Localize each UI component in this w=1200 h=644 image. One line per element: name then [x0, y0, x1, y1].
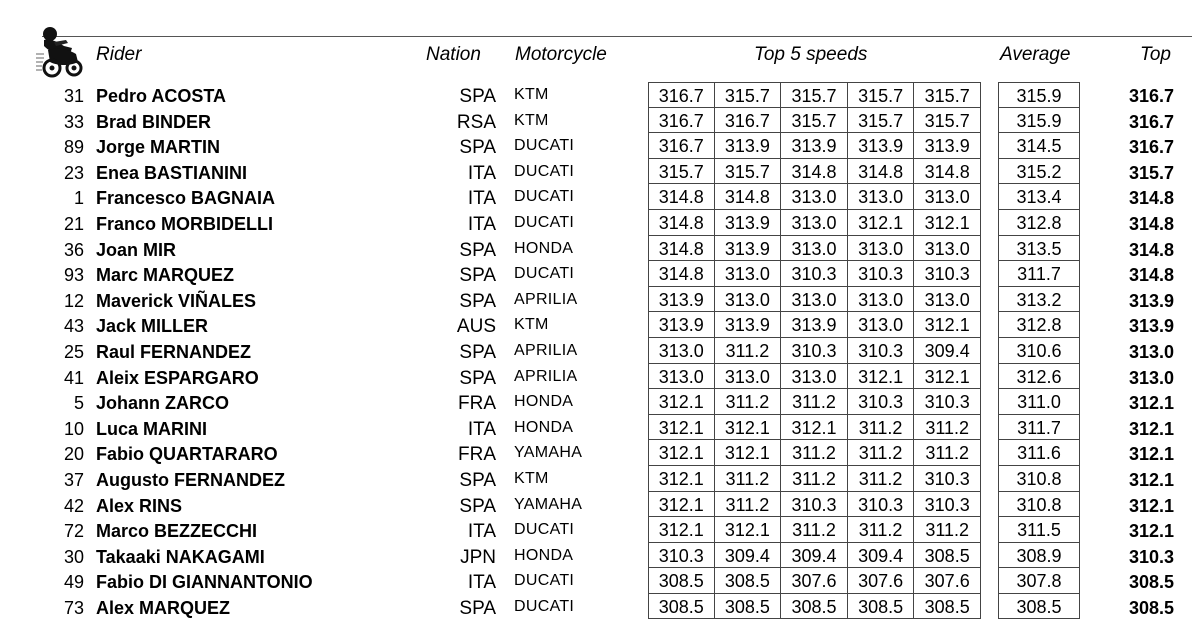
speed-cell: 314.8 [648, 261, 715, 287]
speed-cell: 311.2 [848, 466, 915, 492]
speed-cell: 311.2 [914, 440, 981, 466]
average-speed: 310.8 [998, 466, 1080, 492]
top-speed: 315.7 [1128, 162, 1174, 183]
top-speed: 312.1 [1128, 418, 1174, 439]
speed-cell: 314.8 [715, 184, 782, 210]
rider-number: 41 [63, 367, 84, 388]
top-speed: 312.1 [1128, 393, 1174, 414]
speed-cell: 311.2 [715, 389, 782, 415]
speed-cell: 314.8 [648, 210, 715, 236]
average-speed: 311.7 [998, 261, 1080, 287]
top-speed: 312.1 [1128, 444, 1174, 465]
average-speed: 311.5 [998, 517, 1080, 543]
average-speed: 311.0 [998, 389, 1080, 415]
rider-name: Francesco BAGNAIA [96, 188, 276, 209]
average-speed: 311.7 [998, 415, 1080, 441]
table-row [0, 364, 1200, 390]
table-row [0, 594, 1200, 620]
speed-cell: 314.8 [648, 184, 715, 210]
rider-name: Brad BINDER [96, 111, 212, 132]
speed-cell: 313.9 [648, 312, 715, 338]
speed-cell: 310.3 [914, 261, 981, 287]
speed-cell: 313.9 [781, 312, 848, 338]
table-row [0, 492, 1200, 518]
average-speed: 312.6 [998, 364, 1080, 390]
table-row [0, 287, 1200, 313]
rider-nation: SPA [459, 137, 496, 159]
speed-cell: 311.2 [848, 440, 915, 466]
speed-cell: 312.1 [848, 364, 915, 390]
speed-cell: 311.2 [914, 517, 981, 543]
average-speed: 315.9 [998, 108, 1080, 134]
average-speed: 312.8 [998, 312, 1080, 338]
average-speed: 311.6 [998, 440, 1080, 466]
rider-nation: SPA [459, 239, 496, 261]
rider-nation: RSA [456, 111, 496, 133]
rider-number: 12 [63, 290, 84, 311]
top-speed: 312.1 [1128, 495, 1174, 516]
speed-cell: 312.1 [781, 415, 848, 441]
speed-cell: 316.7 [648, 133, 715, 159]
rider-motorcycle: YAMAHA [514, 444, 583, 462]
rider-number: 20 [63, 444, 84, 465]
column-header-top5-speeds: Top 5 speeds [754, 44, 868, 65]
speed-cell: 307.6 [781, 568, 848, 594]
speed-cell: 315.7 [848, 108, 915, 134]
rider-name: Joan MIR [96, 239, 177, 260]
speed-cell: 315.7 [914, 82, 981, 108]
top-speed: 314.8 [1128, 213, 1174, 234]
top-speed: 314.8 [1128, 265, 1174, 286]
speed-cell: 313.0 [914, 236, 981, 262]
rider-name: Marc MARQUEZ [96, 265, 235, 286]
speed-cell: 313.0 [781, 184, 848, 210]
top-speed: 312.1 [1128, 521, 1174, 542]
speed-cell: 315.7 [715, 159, 782, 185]
rider-name: Jack MILLER [96, 316, 209, 337]
speed-cell: 310.3 [848, 492, 915, 518]
speed-cell: 312.1 [648, 440, 715, 466]
speed-cell: 310.3 [648, 543, 715, 569]
speed-cell: 313.0 [914, 184, 981, 210]
rider-nation: ITA [467, 418, 496, 440]
speed-cell: 310.3 [848, 338, 915, 364]
speed-cell: 313.9 [715, 133, 782, 159]
speed-cell: 312.1 [648, 466, 715, 492]
speed-cell: 312.1 [848, 210, 915, 236]
speed-cell: 313.9 [715, 210, 782, 236]
speed-cell: 313.0 [848, 312, 915, 338]
rider-number: 36 [63, 239, 84, 260]
speed-cell: 313.0 [848, 184, 915, 210]
rider-number: 21 [63, 213, 84, 234]
speed-cell: 312.1 [715, 440, 782, 466]
speed-cell: 311.2 [781, 517, 848, 543]
rider-name: Fabio DI GIANNANTONIO [96, 572, 313, 593]
average-speed: 310.8 [998, 492, 1080, 518]
speed-cell: 311.2 [715, 466, 782, 492]
speed-cell: 312.1 [914, 210, 981, 236]
average-speed: 310.6 [998, 338, 1080, 364]
table-row [0, 184, 1200, 210]
rider-number: 1 [73, 188, 84, 209]
speed-cell: 315.7 [648, 159, 715, 185]
speed-cell: 309.4 [715, 543, 782, 569]
rider-motorcycle: APRILIA [514, 341, 578, 359]
rider-number: 23 [63, 162, 84, 183]
table-row [0, 389, 1200, 415]
rider-number: 89 [63, 137, 84, 158]
table-row [0, 338, 1200, 364]
speed-cell: 314.8 [781, 159, 848, 185]
rider-motorcycle: HONDA [514, 393, 574, 411]
speed-cell: 308.5 [648, 568, 715, 594]
rider-name: Alex RINS [96, 495, 183, 516]
rider-name: Raul FERNANDEZ [96, 341, 252, 362]
top-speed: 313.0 [1128, 341, 1174, 362]
rider-nation: SPA [459, 265, 496, 287]
header-rule [42, 36, 1192, 37]
motorcycle-rider-icon [36, 24, 86, 78]
column-header-nation: Nation [426, 44, 481, 65]
average-speed: 313.5 [998, 236, 1080, 262]
rider-number: 5 [73, 393, 84, 414]
rider-motorcycle: HONDA [514, 239, 574, 257]
table-row [0, 82, 1200, 108]
rider-motorcycle: DUCATI [514, 137, 575, 155]
rider-motorcycle: KTM [514, 86, 549, 103]
rider-name: Marco BEZZECCHI [96, 521, 258, 542]
column-header-top: Top [1140, 44, 1171, 65]
speed-table [0, 82, 1200, 619]
table-row [0, 133, 1200, 159]
speed-cell: 309.4 [781, 543, 848, 569]
rider-name: Alex MARQUEZ [96, 597, 231, 618]
speed-cell: 313.0 [715, 364, 782, 390]
speed-cell: 313.9 [648, 287, 715, 313]
table-row [0, 159, 1200, 185]
rider-number: 49 [63, 572, 84, 593]
rider-motorcycle: KTM [514, 111, 549, 129]
rider-number: 25 [63, 341, 84, 362]
speed-cell: 310.3 [781, 492, 848, 518]
speed-cell: 316.7 [715, 108, 782, 134]
speed-cell: 307.6 [848, 568, 915, 594]
speed-cell: 311.2 [848, 415, 915, 441]
top-speed: 316.7 [1128, 111, 1174, 132]
rider-motorcycle: HONDA [514, 418, 574, 436]
speed-cell: 313.9 [715, 236, 782, 262]
table-row [0, 440, 1200, 466]
rider-nation: SPA [459, 341, 496, 363]
rider-nation: AUS [456, 316, 496, 338]
rider-name: Franco MORBIDELLI [96, 213, 274, 234]
speed-cell: 308.5 [914, 594, 981, 620]
speed-cell: 313.0 [914, 287, 981, 313]
speed-cell: 308.5 [914, 543, 981, 569]
top-speed: 313.9 [1128, 290, 1174, 311]
average-speed: 315.2 [998, 159, 1080, 185]
table-row [0, 108, 1200, 134]
speed-cell: 307.6 [914, 568, 981, 594]
rider-nation: ITA [467, 521, 496, 543]
top-speed: 308.5 [1128, 597, 1174, 618]
speed-cell: 313.0 [781, 236, 848, 262]
rider-nation: ITA [467, 162, 496, 184]
speed-cell: 310.3 [848, 261, 915, 287]
rider-number: 43 [63, 316, 84, 337]
table-row [0, 261, 1200, 287]
rider-motorcycle: DUCATI [514, 162, 575, 180]
speed-cell: 315.7 [914, 108, 981, 134]
speed-cell: 315.7 [781, 108, 848, 134]
table-row [0, 568, 1200, 594]
rider-name: Johann ZARCO [96, 393, 229, 414]
rider-nation: SPA [459, 495, 496, 517]
rider-name: Luca MARINI [96, 418, 208, 439]
average-speed: 312.8 [998, 210, 1080, 236]
speed-cell: 315.7 [848, 82, 915, 108]
speed-cell: 313.0 [715, 287, 782, 313]
rider-number: 37 [63, 469, 84, 490]
average-speed: 308.9 [998, 543, 1080, 569]
average-speed: 313.4 [998, 184, 1080, 210]
table-row [0, 210, 1200, 236]
speed-cell: 310.3 [914, 492, 981, 518]
speed-cell: 315.7 [715, 82, 782, 108]
speed-cell: 310.3 [914, 389, 981, 415]
speed-cell: 309.4 [848, 543, 915, 569]
speed-cell: 313.9 [848, 133, 915, 159]
speed-cell: 312.1 [648, 492, 715, 518]
top-speed: 316.7 [1128, 137, 1174, 158]
average-speed: 313.2 [998, 287, 1080, 313]
rider-nation: JPN [460, 546, 496, 568]
speed-cell: 312.1 [914, 312, 981, 338]
speed-cell: 310.3 [781, 261, 848, 287]
speed-cell: 312.1 [648, 389, 715, 415]
speed-cell: 312.1 [914, 364, 981, 390]
top-speed: 310.3 [1128, 546, 1174, 567]
rider-nation: ITA [467, 572, 496, 594]
speed-cell: 314.8 [914, 159, 981, 185]
rider-motorcycle: KTM [514, 316, 549, 334]
rider-nation: ITA [467, 213, 496, 235]
top-speed: 316.7 [1128, 86, 1174, 106]
speed-cell: 310.3 [914, 466, 981, 492]
speed-cell: 311.2 [781, 466, 848, 492]
rider-motorcycle: DUCATI [514, 521, 575, 539]
speed-cell: 313.0 [781, 287, 848, 313]
speed-cell: 316.7 [648, 108, 715, 134]
rider-motorcycle: APRILIA [514, 367, 578, 385]
rider-nation: FRA [458, 393, 496, 415]
speed-cell: 309.4 [914, 338, 981, 364]
speed-cell: 308.5 [781, 594, 848, 620]
speed-cell: 313.0 [848, 287, 915, 313]
rider-name: Maverick VIÑALES [96, 290, 257, 311]
table-row [0, 415, 1200, 441]
top-speed: 314.8 [1128, 188, 1174, 209]
speed-cell: 313.9 [781, 133, 848, 159]
speed-cell: 313.0 [781, 364, 848, 390]
rider-nation: SPA [459, 367, 496, 389]
rider-name: Enea BASTIANINI [96, 162, 248, 183]
average-speed: 314.5 [998, 133, 1080, 159]
speed-cell: 313.0 [648, 364, 715, 390]
speed-cell: 308.5 [715, 568, 782, 594]
rider-name: Pedro ACOSTA [96, 86, 227, 106]
speed-cell: 308.5 [848, 594, 915, 620]
rider-name: Fabio QUARTARARO [96, 444, 278, 465]
speed-cell: 312.1 [715, 517, 782, 543]
column-header-average: Average [1000, 44, 1071, 65]
rider-number: 42 [63, 495, 84, 516]
rider-motorcycle: HONDA [514, 546, 574, 564]
speed-cell: 308.5 [715, 594, 782, 620]
speed-cell: 311.2 [781, 440, 848, 466]
speed-cell: 308.5 [648, 594, 715, 620]
top-speed: 314.8 [1128, 239, 1174, 260]
rider-motorcycle: DUCATI [514, 213, 575, 231]
rider-motorcycle: DUCATI [514, 265, 575, 283]
column-header-motorcycle: Motorcycle [515, 44, 607, 65]
rider-motorcycle: DUCATI [514, 572, 575, 590]
speed-cell: 313.0 [648, 338, 715, 364]
rider-number: 10 [63, 418, 84, 439]
top-speed: 313.0 [1128, 367, 1174, 388]
table-row [0, 312, 1200, 338]
speed-cell: 312.1 [715, 415, 782, 441]
rider-nation: SPA [459, 290, 496, 312]
speed-cell: 311.2 [914, 415, 981, 441]
speed-cell: 313.0 [715, 261, 782, 287]
rider-motorcycle: APRILIA [514, 290, 578, 308]
rider-number: 73 [63, 597, 84, 618]
rider-nation: SPA [459, 86, 496, 107]
speed-cell: 311.2 [781, 389, 848, 415]
rider-nation: SPA [459, 597, 496, 619]
speed-cell: 312.1 [648, 517, 715, 543]
table-row [0, 517, 1200, 543]
table-row [0, 466, 1200, 492]
rider-name: Takaaki NAKAGAMI [96, 546, 265, 567]
rider-number: 31 [63, 86, 84, 106]
rider-name: Jorge MARTIN [96, 137, 221, 158]
column-header-rider: Rider [96, 44, 142, 65]
speed-cell: 314.8 [648, 236, 715, 262]
table-row [0, 236, 1200, 262]
rider-nation: SPA [459, 469, 496, 491]
average-speed: 307.8 [998, 568, 1080, 594]
rider-motorcycle: DUCATI [514, 597, 575, 615]
top-speed: 312.1 [1128, 469, 1174, 490]
speed-cell: 314.8 [848, 159, 915, 185]
rider-number: 72 [63, 521, 84, 542]
average-speed: 315.9 [998, 82, 1080, 108]
speed-cell: 316.7 [648, 82, 715, 108]
speed-cell: 313.9 [914, 133, 981, 159]
rider-number: 93 [63, 265, 84, 286]
speed-cell: 315.7 [781, 82, 848, 108]
speed-cell: 313.0 [781, 210, 848, 236]
table-row [0, 543, 1200, 569]
rider-name: Augusto FERNANDEZ [96, 469, 285, 490]
rider-nation: ITA [467, 188, 496, 210]
rider-motorcycle: YAMAHA [514, 495, 583, 513]
speed-cell: 311.2 [715, 338, 782, 364]
rider-motorcycle: KTM [514, 469, 549, 487]
top-speed: 308.5 [1128, 572, 1174, 593]
rider-nation: FRA [458, 444, 496, 466]
rider-number: 30 [63, 546, 84, 567]
speed-cell: 313.0 [848, 236, 915, 262]
speed-cell: 310.3 [848, 389, 915, 415]
rider-name: Aleix ESPARGARO [96, 367, 259, 388]
speed-cell: 310.3 [781, 338, 848, 364]
rider-number: 33 [63, 111, 84, 132]
average-speed: 308.5 [998, 594, 1080, 620]
top-speed: 313.9 [1128, 316, 1174, 337]
rider-motorcycle: DUCATI [514, 188, 575, 206]
speed-cell: 313.9 [715, 312, 782, 338]
speed-cell: 311.2 [715, 492, 782, 518]
speed-cell: 311.2 [848, 517, 915, 543]
speed-cell: 312.1 [648, 415, 715, 441]
